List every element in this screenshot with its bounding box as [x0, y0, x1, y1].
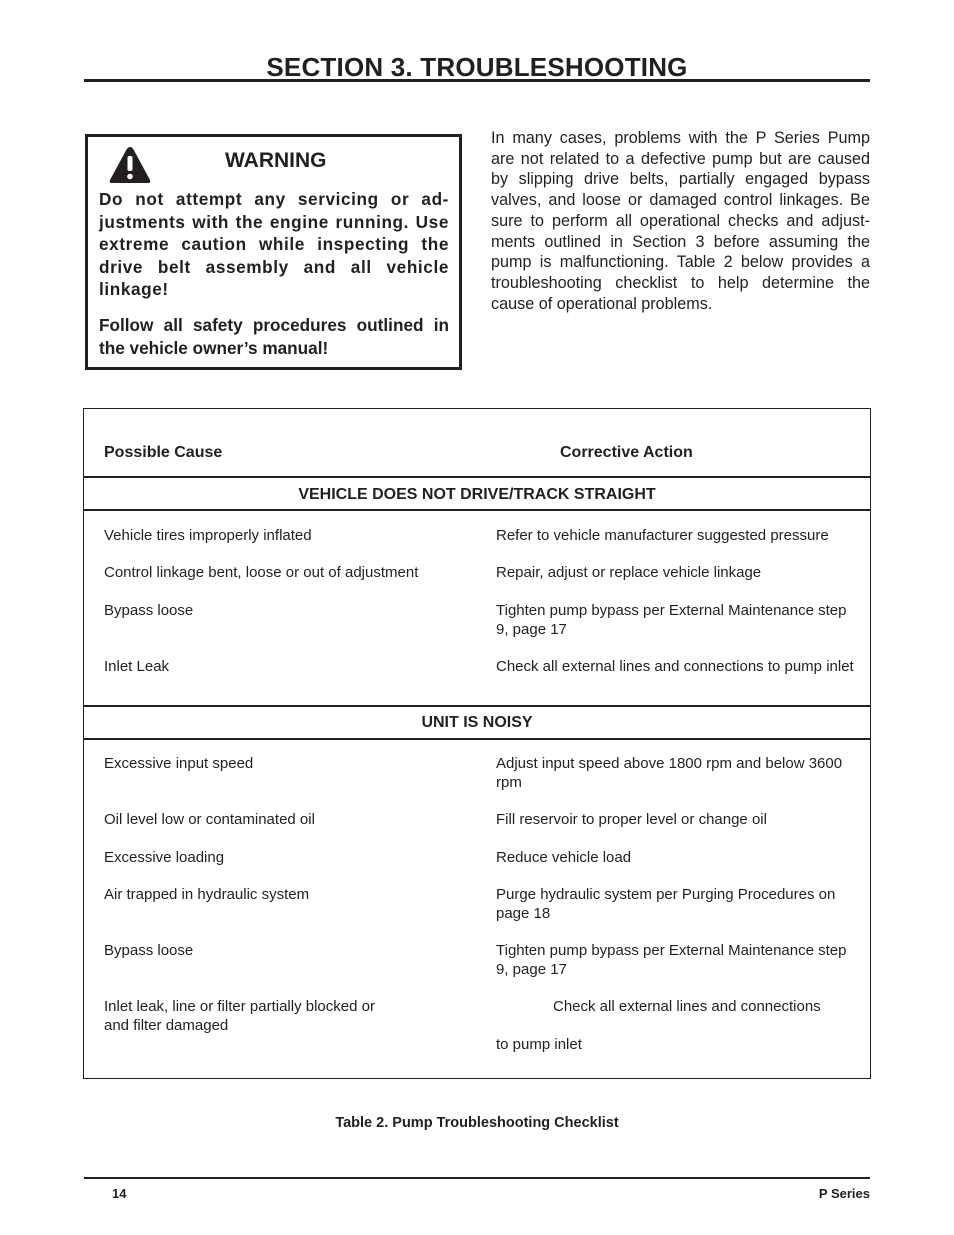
cause-cell: Control linkage bent, loose or out of adjustment [104, 564, 419, 581]
page-title: SECTION 3. TROUBLESHOOTING [266, 52, 688, 82]
warning-text: Do not attempt any servicing or ad-justments with the engine running. Use extreme caution while inspecting the drive belt assembly and all vehicle linkage! [99, 189, 449, 299]
action-cell: Tighten pump bypass per External Maintenance step 9, page 17 [496, 942, 847, 978]
action-cell: Purge hydraulic system per Purging Procedures on page 18 [496, 886, 836, 922]
warning-safety-note: Follow all safety procedures outlined in the vehicle owner’s manual! [99, 315, 449, 358]
action-cell: Refer to vehicle manufacturer suggested pressure [496, 527, 829, 544]
cause-cell: Vehicle tires improperly inflated [104, 527, 312, 544]
action-cell: Repair, adjust or replace vehicle linkage [496, 564, 762, 581]
footer-rule [84, 1177, 870, 1179]
warning-title: WARNING [225, 149, 327, 172]
action-cell: Tighten pump bypass per External Maintenance step 9, page 17 [496, 602, 847, 638]
table-divider [84, 476, 870, 478]
action-cell: Adjust input speed above 1800 rpm and below 3600 rpm [496, 755, 843, 791]
column-header-cause: Possible Cause [104, 444, 223, 461]
action-cell: to pump inlet [496, 1036, 582, 1053]
page-number: 14 [112, 1186, 127, 1201]
table-caption: Table 2. Pump Troubleshooting Checklist [335, 1115, 619, 1131]
title-underline [84, 79, 870, 82]
action-cell: Check all external lines and connections [553, 998, 821, 1015]
cause-cell: Bypass loose [104, 942, 194, 959]
section-heading: UNIT IS NOISY [421, 714, 533, 731]
footer-series: P Series [818, 1186, 870, 1201]
column-header-action: Corrective Action [560, 444, 693, 461]
cause-cell: Excessive loading [104, 849, 225, 866]
intro-paragraph: In many cases, problems with the P Series Pump are not related to a defective pump but are caused by slipping drive belts, partially engaged bypass valves, and loose or damaged control linkages. Be sure to perform all operational checks and adjust-ments outlined in Section 3 before assuming the pump is malfunctioning. Table 2 below provides a troubleshooting checklist to help determine the cause of operational problems. [491, 129, 870, 313]
action-cell: Reduce vehicle load [496, 849, 632, 866]
action-cell: Check all external lines and connections to pump inlet [496, 658, 854, 675]
warning-triangle-icon [108, 145, 152, 185]
cause-cell: Inlet leak, line or filter partially blocked or and filter damaged [104, 998, 375, 1034]
table-divider [84, 509, 870, 511]
section-heading: VEHICLE DOES NOT DRIVE/TRACK STRAIGHT [298, 486, 656, 503]
cause-cell: Oil level low or contaminated oil [104, 811, 315, 828]
table-divider [84, 738, 870, 740]
cause-cell: Air trapped in hydraulic system [104, 886, 310, 903]
cause-cell: Excessive input speed [104, 755, 254, 772]
cause-cell: Inlet Leak [104, 658, 170, 675]
warning-box [85, 134, 462, 370]
table-divider [84, 705, 870, 707]
cause-cell: Bypass loose [104, 602, 194, 619]
action-cell: Fill reservoir to proper level or change oil [496, 811, 767, 828]
